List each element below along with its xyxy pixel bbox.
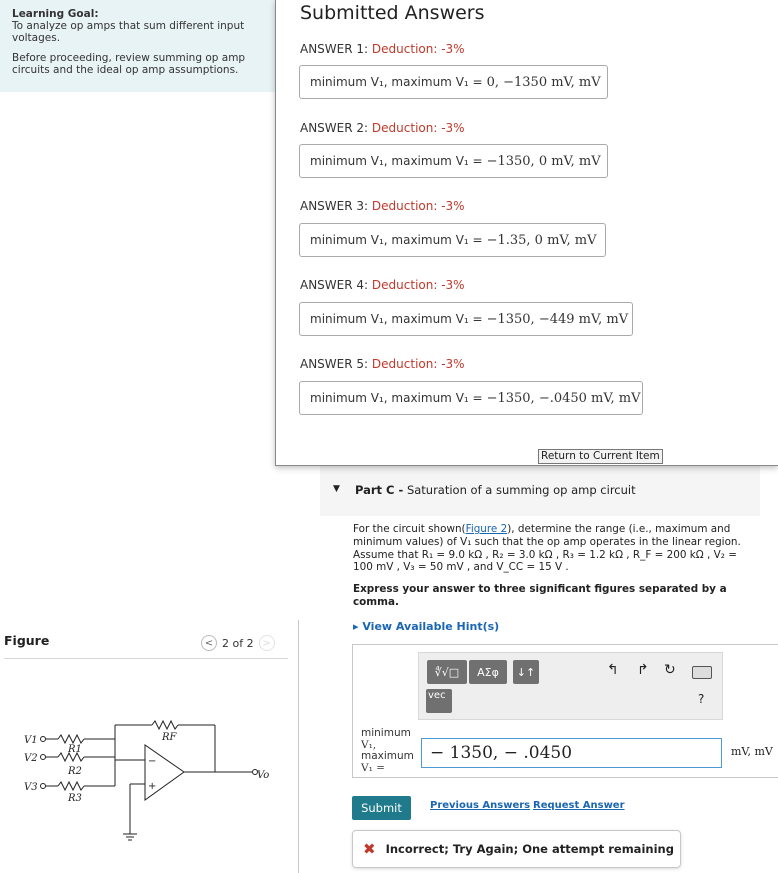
prompt-rest: ), determine the range (i.e., maximum and minimum values) of V₁ such that the op amp operates in the linear region. Assume that R₁ = 9.0 kΩ , R₂ = 3.0 kΩ , R₃ = 1.2 kΩ , R_F = 200 kΩ , V₂ = 100 mV , V₃ = 50 mV , and V_CC = 15 V .	[353, 523, 741, 574]
view-hints-link[interactable]: ▸ View Available Hint(s)	[353, 620, 500, 633]
next-figure-button[interactable]: >	[259, 635, 275, 651]
answer-4-deduction: Deduction: -3%	[371, 278, 465, 292]
answer-3-label	[300, 199, 465, 213]
label-maximum: maximum	[361, 750, 414, 762]
inverting-input-sign: −	[148, 756, 157, 767]
hints-label: View Available Hint(s)	[362, 620, 500, 633]
r1-label: R1	[68, 744, 82, 755]
v1-terminal	[41, 737, 46, 742]
answer-3-box	[299, 223, 606, 257]
noninverting-input-sign: +	[148, 781, 157, 792]
summing-op-amp-circuit	[20, 700, 270, 850]
figure-title: Figure	[4, 633, 50, 648]
vec-button[interactable]: vec	[426, 689, 452, 713]
panel-divider	[298, 620, 299, 873]
collapse-arrow-icon[interactable]: ▼	[333, 484, 340, 494]
answer-5-number: ANSWER 5:	[300, 357, 369, 371]
answer-2-box	[299, 144, 608, 178]
reset-icon[interactable]: ↻	[664, 662, 676, 678]
learning-goal-panel	[0, 0, 275, 92]
answer-3-value: −1.35, 0 mV, mV	[486, 232, 597, 248]
label-minimum: minimum	[361, 727, 411, 739]
learning-goal-heading: Learning Goal:	[12, 8, 99, 20]
answer-2-label	[300, 121, 465, 135]
r3-label: R3	[68, 793, 82, 804]
answer-1-box	[299, 65, 608, 99]
submitted-answers-popup	[275, 0, 778, 466]
answer-instruction: Express your answer to three significant figures separated by a comma.	[353, 583, 727, 608]
answer-5-label	[300, 357, 465, 371]
label-v1-min: V₁,	[361, 738, 377, 751]
feedback-message	[352, 830, 681, 868]
answer-4-box	[299, 302, 633, 336]
keyboard-icon[interactable]	[692, 666, 712, 679]
question-prompt	[353, 523, 758, 574]
answer-1-deduction: Deduction: -3%	[371, 42, 465, 56]
answer-1-number: ANSWER 1:	[300, 42, 369, 56]
v2-label: V2	[24, 753, 38, 764]
answer-2-value: −1350, 0 mV, mV	[486, 153, 601, 169]
answer-3-text: minimum V₁, maximum V₁ =	[310, 233, 483, 247]
undo-icon[interactable]: ↰	[607, 662, 619, 678]
answer-5-deduction: Deduction: -3%	[371, 357, 465, 371]
templates-button[interactable]: ∜√□	[427, 660, 467, 684]
part-c-name: Saturation of a summing op amp circuit	[406, 483, 636, 497]
answer-4-number: ANSWER 4:	[300, 278, 369, 292]
answer-units: mV, mV	[731, 745, 773, 758]
redo-icon[interactable]: ↱	[637, 662, 649, 678]
r2-label: R2	[68, 766, 82, 777]
answer-2-deduction: Deduction: -3%	[371, 121, 465, 135]
figure-pager-text: 2 of 2	[222, 636, 254, 650]
part-c-label: Part C -	[355, 483, 404, 497]
vo-label: Vo	[257, 770, 270, 781]
help-icon[interactable]: ?	[698, 692, 705, 706]
answer-3-number: ANSWER 3:	[300, 199, 369, 213]
figure-pager	[201, 635, 275, 651]
answer-5-box	[299, 381, 643, 415]
answer-4-value: −1350, −449 mV, mV	[486, 311, 629, 327]
figure-divider	[4, 658, 288, 659]
submit-button[interactable]: Submit	[352, 796, 411, 820]
answer-2-text: minimum V₁, maximum V₁ =	[310, 154, 483, 168]
answer-3-deduction: Deduction: -3%	[371, 199, 465, 213]
part-c-title	[355, 483, 636, 497]
subscript-superscript-button[interactable]: ↓↑	[513, 660, 539, 684]
answer-2-number: ANSWER 2:	[300, 121, 369, 135]
label-v1-max: V₁ =	[361, 761, 385, 774]
answer-4-label	[300, 278, 465, 292]
v1-label: V1	[24, 735, 38, 746]
learning-goal-review: Before proceeding, review summing op amp circuits and the ideal op amp assumptions.	[12, 52, 246, 76]
learning-goal-text: To analyze op amps that sum different input voltages.	[12, 20, 245, 44]
return-to-current-item-button[interactable]: Return to Current Item	[538, 449, 663, 464]
request-answer-link[interactable]: Request Answer	[533, 800, 625, 811]
variable-label	[361, 728, 419, 774]
v3-label: V3	[24, 782, 38, 793]
answer-1-label	[300, 42, 465, 56]
prev-figure-button[interactable]: <	[201, 635, 217, 651]
prompt-start: For the circuit shown(	[353, 523, 466, 535]
rf-label: RF	[162, 732, 177, 743]
greek-symbols-button[interactable]: ΑΣφ	[469, 660, 507, 684]
popup-title: Submitted Answers	[300, 2, 485, 24]
feedback-text: Incorrect; Try Again; One attempt remaining	[385, 842, 674, 856]
previous-answers-link[interactable]: Previous Answers	[430, 800, 531, 811]
answer-4-text: minimum V₁, maximum V₁ =	[310, 312, 483, 326]
answer-1-value: 0, −1350 mV, mV	[486, 74, 601, 90]
v2-terminal	[41, 755, 46, 760]
incorrect-icon: ✖	[363, 840, 376, 858]
v3-terminal	[41, 784, 46, 789]
answer-input[interactable]: − 1350, − .0450	[421, 738, 722, 768]
answer-1-text: minimum V₁, maximum V₁ =	[310, 75, 483, 89]
answer-5-text: minimum V₁, maximum V₁ =	[310, 391, 483, 405]
figure-2-link[interactable]: Figure 2	[465, 523, 508, 535]
answer-5-value: −1350, −.0450 mV, mV	[486, 390, 641, 406]
